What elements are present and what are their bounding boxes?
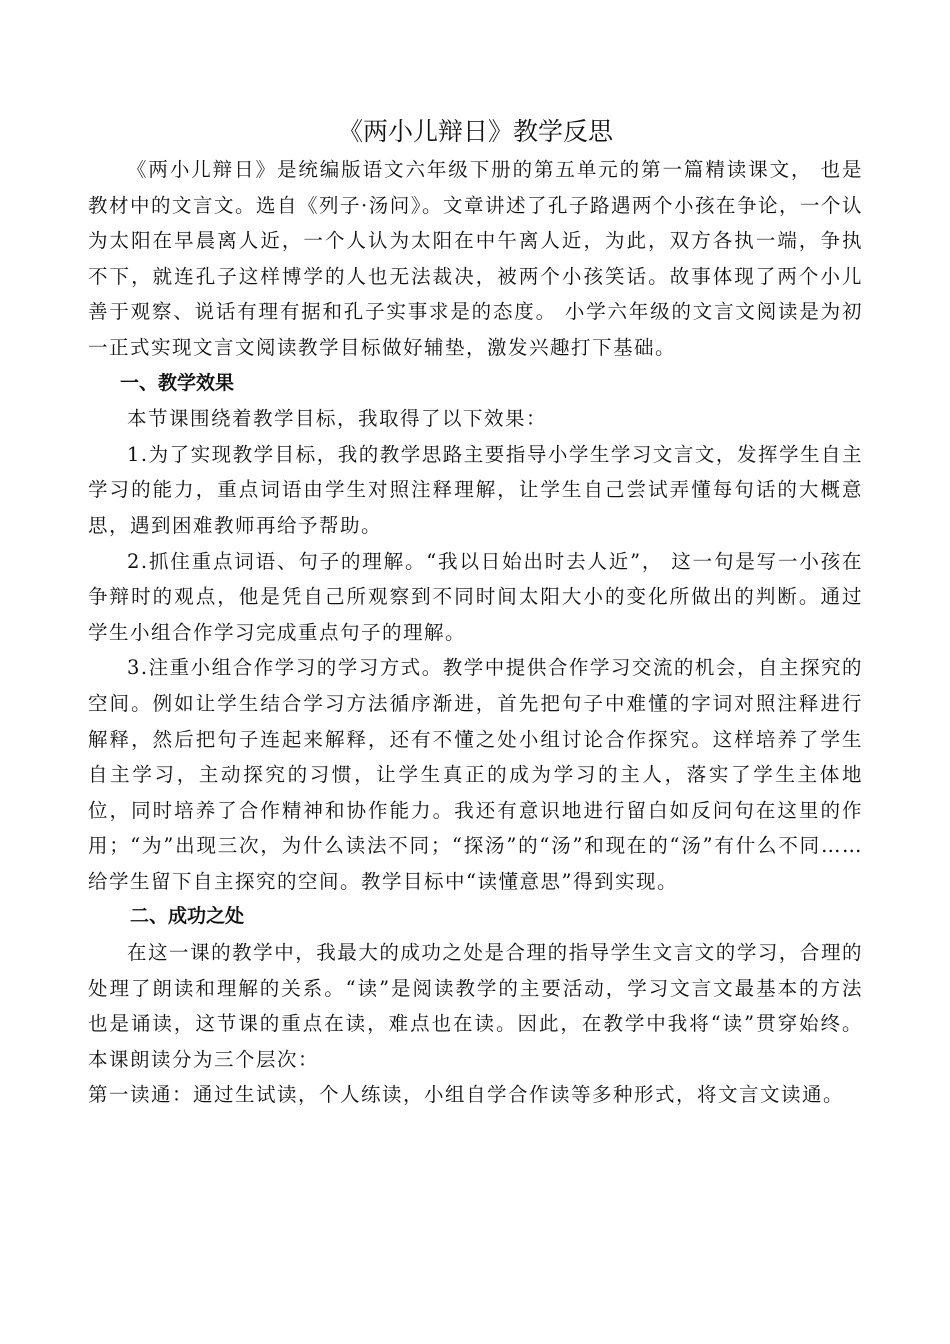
section1-lead-paragraph: 本节课围绕着教学目标，我取得了以下效果： <box>127 407 548 431</box>
effect-item-1: 1.为了实现教学目标，我的教学思路主要指导小学生学习文言文，发挥学生自主学习的能力，重点词语由学生对照注释理解，让学生自己尝试弄懂每句话的大概意思，遇到困难教师再给予帮助。 <box>88 442 863 537</box>
effect-item-3: 3.注重小组合作学习的学习方式。教学中提供合作学习交流的机会，自主探究的空间。例如让学生结合学习方法循序渐进，首先把句子中难懂的字词对照注释进行解释，然后把句子连起来解释，还有不懂之处小组讨论合作探究。这样培养了学生自主学习，主动探究的习惯，让学生真正的成为学习的主人，落实了学生主体地位，同时培养了合作精神和协作能力。我还有意识地进行留白如反问句在这里的作用；“为”出现三次，为什么读法不同；“探汤”的“汤”和现在的“汤”有什么不同……给学生留下自主探究的空间。教学目标中“读懂意思”得到实现。 <box>88 656 863 893</box>
section2-paragraph: 在这一课的教学中，我最大的成功之处是合理的指导学生文言文的学习，合理的处理了朗读和理解的关系。“读”是阅读教学的主要活动，学习文言文最基本的方法也是诵读，这节课的重点在读，难点也在读。因此，在教学中我将“读”贯穿始终。本课朗读分为三个层次： <box>88 941 863 1071</box>
section-heading-teaching-effect: 一、教学效果 <box>120 371 235 394</box>
page-title: 《两小儿辩日》教学反思 <box>337 117 613 146</box>
document-page <box>88 112 863 1113</box>
section-heading-success: 二、成功之处 <box>130 905 245 928</box>
intro-paragraph: 《两小儿辩日》是统编版语文六年级下册的第五单元的第一篇精读课文， 也是教材中的文言文。选自《列子·汤问》。文章讲述了孔子路遇两个小孩在争论，一个认为太阳在早晨离人近，一个人认为太阳在中午离人近，为此，双方各执一端，争执不下，就连孔子这样博学的人也无法裁决，被两个小孩笑话。故事体现了两个小儿善于观察、说话有理有据和孔子实事求是的态度。 小学六年级的文言文阅读是为初一正式实现文言文阅读教学目标做好辅垫，激发兴趣打下基础。 <box>88 158 863 359</box>
effect-item-2: 2.抓住重点词语、句子的理解。“我以日始出时去人近”， 这一句是写一小孩在争辩时的观点，他是凭自己所观察到不同时间太阳大小的变化所做出的判断。通过学生小组合作学习完成重点句子的理解。 <box>88 549 863 644</box>
first-read-paragraph: 第一读通：通过生试读，个人练读，小组自学合作读等多种形式，将文言文读通。 <box>88 1083 845 1107</box>
